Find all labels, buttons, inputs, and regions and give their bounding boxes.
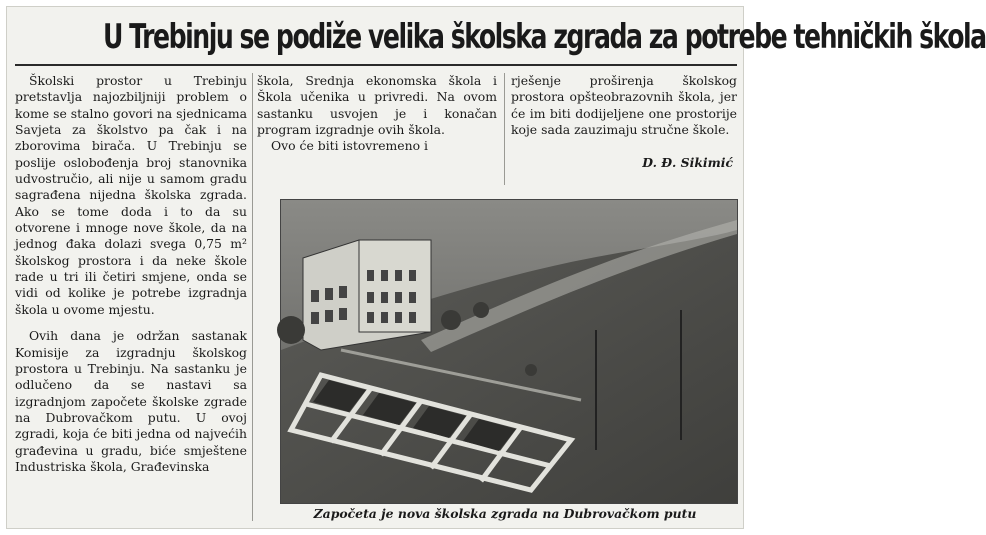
- column-divider: [504, 73, 505, 185]
- column-1: [15, 73, 247, 475]
- headline-rule: [15, 64, 737, 66]
- construction-photo: [280, 199, 738, 504]
- column-3: [511, 73, 737, 138]
- photo-caption: Započeta je nova školska zgrada na Dubrovačkom putu: [313, 506, 697, 521]
- column-3-paragraph-1: rješenje proširenja školskog prostora opšteobrazovnih škola, jer će im biti dodijeljene one prostorije koje sada zauzimaju stručne škole.: [511, 73, 737, 138]
- headline: U Trebinju se podiže velika školska zgrada za potrebe tehničkih škola: [102, 17, 986, 57]
- column-2: [257, 73, 497, 155]
- newspaper-clipping: [6, 6, 986, 529]
- column-2-paragraph-1: škola, Srednja ekonomska škola i Škola učenika u privredi. Na ovom sastanku usvojen je i konačan program izgradnje ovih škola.: [257, 73, 497, 138]
- author-byline: D. Đ. Sikimić: [642, 155, 733, 170]
- column-1-paragraph-2: Ovih dana je održan sastanak Komisije za izgradnju školskog prostora u Trebinju. Na sastanku je odlučeno da se nastavi sa izgradnjom započete školske zgrade na Dubrovačkom putu. U ovoj zgradi, koja će biti jedna od najvećih građevina u gradu, biće smještene Industriska škola, Građevinska: [15, 328, 247, 474]
- column-divider: [252, 73, 253, 521]
- column-2-paragraph-2: Ovo će biti istovremeno i: [271, 138, 428, 154]
- column-1-paragraph-1: Školski prostor u Trebinju pretstavlja najozbiljniji problem o kome se stalno govori na sjednicama Savjeta za školstvo pa čak i na zborovima birača. U Trebinju se poslije oslobođenja broj stanovnika udvostručio, ali nije u samom gradu sagrađena nijedna školska zgrada. Ako se tome doda i to da su otvorene i mnoge nove škole, da na jednog đaka dolazi svega 0,75 m² školskog prostora i da neke škole rade u tri ili četiri smjene, onda se vidi od kolike je potrebe izgradnja škola u ovome mjestu.: [15, 73, 247, 317]
